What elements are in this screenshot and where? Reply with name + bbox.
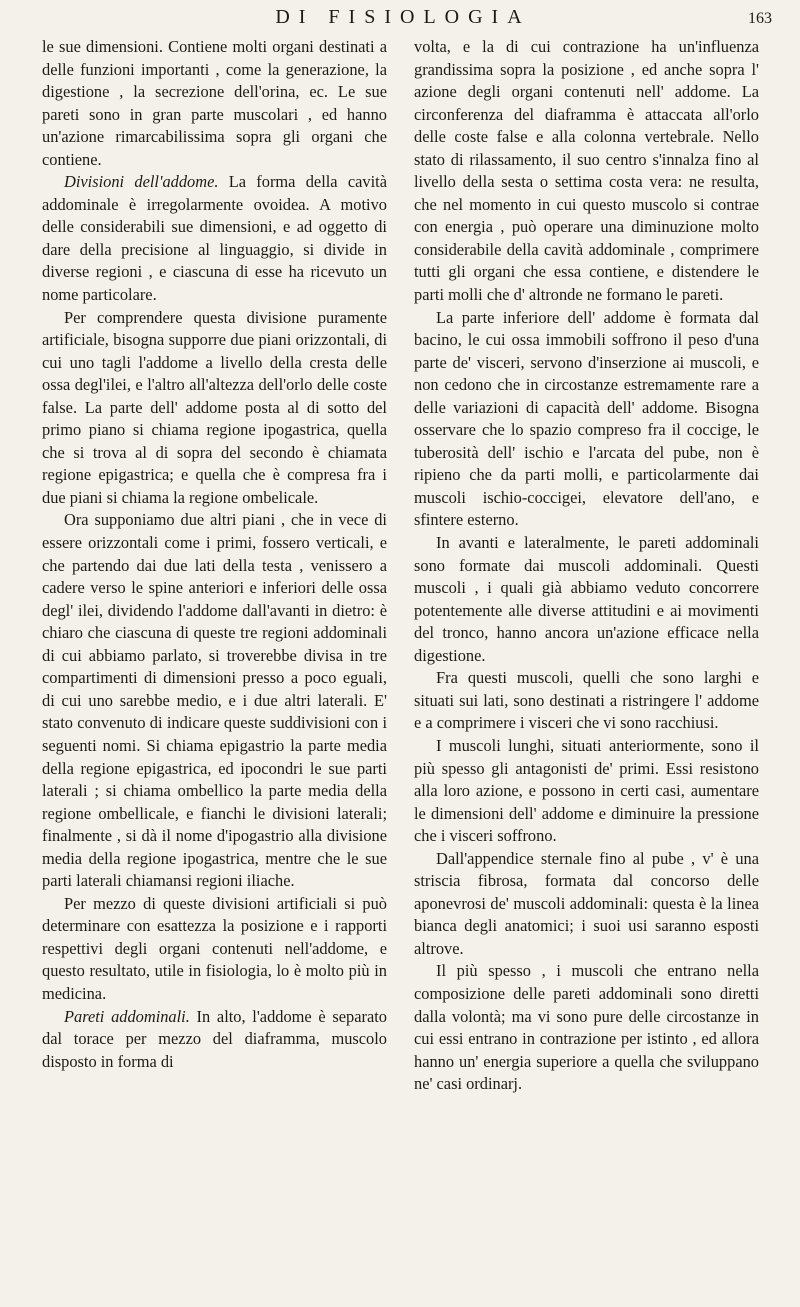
- section-heading: Pareti addominali.: [64, 1006, 190, 1026]
- paragraph-text: Ora supponiamo due altri piani , che in vece di essere orizzontali come i primi, fossero verticali, e che partendo dai due lati della testa , venissero a cadere verso le spine anteriori e inferiori delle ossa degl' ilei, dividendo l'addome dall'avanti in dietro: è chiaro che ciascuna di queste tre regioni addominali di cui abbiamo parlato, si troverebbe divisa in tre compartimenti di dimensioni presso a poco eguali, di cui uno sarebbe medio, e i due altri laterali. E' stato convenuto di indicare queste suddivisioni con i seguenti nomi. Si chiama epigastrio la parte media della regione epigastrica, ed ipocondri le sue parti laterali ; si chiama ombellico la parte media della regione ombellicale, e fianchi le divisioni laterali; finalmente , si dà il nome d'ipogastrio alla divisione media della regione ipogastrica, mentre che le sue parti laterali chiamansi regioni iliache.: [42, 510, 387, 891]
- paragraph: [42, 36, 387, 171]
- paragraph-text: Per mezzo di queste divisioni artificiali si può determinare con esattezza la posizione e i rapporti respettivi degli organi contenuti nell'addome, e questo resultato, utile in fisiologia, lo è molto più in medicina.: [42, 893, 387, 1003]
- paragraph-text: le sue dimensioni. Contiene molti organi destinati a delle funzioni importanti , come la generazione, la digestione , la secrezione dell'orina, ec. Le sue pareti sono in gran parte muscolari , ed hanno un'azione rimarcabilissima sopra gli organi che contiene.: [42, 37, 387, 169]
- paragraph: [42, 893, 387, 1006]
- page-number: 163: [748, 10, 772, 27]
- paragraph-text: In alto, l'addome è separato dal torace per mezzo del diaframma, muscolo disposto in forma di: [42, 1006, 387, 1071]
- paragraph: [42, 171, 387, 306]
- paragraph: [42, 1006, 387, 1074]
- paragraph-text: La parte inferiore dell' addome è formata dal bacino, le cui ossa immobili soffrono il peso d'una parte de' visceri, servono d'inserzione ai muscoli, e non cedono che in circostanze estremamente rare a delle variazioni di capacità dell' addome. Bisogna osservare che lo spazio compreso fra il coccige, le tuberosità dell' ischio e l'arcata del pube, non è ripieno che da parti molli, e particolarmente dai muscoli ischio-coccigei, elevatore dell'ano, e sfintere esterno.: [414, 307, 759, 530]
- paragraph: [42, 307, 387, 510]
- paragraph-text: Dall'appendice sternale fino al pube , v' è una striscia fibrosa, formata dal concorso delle aponevrosi de' muscoli addominali: questa è la linea bianca degli anatomici; i suoi usi saranno esposti altrove.: [414, 848, 759, 958]
- paragraph: [414, 848, 759, 961]
- paragraph-text: La forma della cavità addominale è irregolarmente ovoidea. A motivo delle considerabili sue dimensioni, e ad oggetto di dare della precisione al linguaggio, si divide in diverse regioni , e ciascuna di esse ha ricevuto un nome particolare.: [42, 172, 387, 305]
- paragraph: [414, 667, 759, 735]
- paragraph-text: volta, e la di cui contrazione ha un'influenza grandissima sopra la posizione , ed anche sopra l' azione degli organi contenuti nell' addome. La circonferenza del diaframma è attaccata all'orlo delle coste false e alla colonna vertebrale. Nello stato di rilassamento, il suo centro s'innalza fino al livello della sesta o settima costa vera: ne resulta, che nel momento in cui questo muscolo si contrae con energia , può operare una diminuzione molto considerabile della cavità addominale , comprimere tutti gli organi che essa contiene, e distendere le parti molli che d' altronde ne formano le pareti.: [414, 37, 759, 305]
- paragraph-text: Il più spesso , i muscoli che entrano nella composizione delle pareti addominali sono diretti dalla volontà; ma vi sono pure delle circostanze in cui essi entrano in contrazione per istinto , ed allora hanno un' energia superiore a quella che sviluppano ne' casi ordinarj.: [414, 961, 759, 1094]
- paragraph: [414, 735, 759, 848]
- paragraph: [414, 307, 759, 532]
- header-left-text: DI FISI: [275, 6, 400, 28]
- paragraph-text: Fra questi muscoli, quelli che sono larghi e situati sui lati, sono destinati a ristringere l' addome e a comprimere i visceri che vi sono racchiusi.: [414, 668, 759, 733]
- section-heading: Divisioni dell'addome.: [64, 172, 219, 192]
- right-column: [414, 36, 759, 1096]
- header-right-text: OLOGIA: [400, 6, 531, 28]
- paragraph: [414, 532, 759, 667]
- paragraph-text: Per comprendere questa divisione puramente artificiale, bisogna supporre due piani orizzontali, di cui uno tagli l'addome a livello della cresta delle ossa degl'ilei, e l'altro all'altezza dell'orlo delle coste false. La parte dell' addome posta al di sotto del primo piano si chiama regione ipogastrica, quella che si trova al di sopra del secondo è chiamata regione epigastrica; e quella che è compresa fra i due piani si chiama la regione ombelicale.: [42, 307, 387, 507]
- left-column: [42, 36, 387, 1073]
- running-header: [0, 4, 800, 34]
- paragraph: [414, 36, 759, 307]
- paragraph-text: I muscoli lunghi, situati anteriormente, sono il più spesso gli antagonisti de' primi. Essi resistono alla loro azione, e possono in certi casi, aumentare le dimensioni dell' addome e diminuire la pressione che i visceri soffrono.: [414, 735, 759, 846]
- paragraph: [42, 509, 387, 892]
- paragraph-text: In avanti e lateralmente, le pareti addominali sono formate dai muscoli addominali. Questi muscoli , i quali già abbiamo veduto concorrere potentemente alle diverse attitudini e ai movimenti del tronco, hanno ancora un'azione efficace nella digestione.: [414, 533, 759, 665]
- paragraph: [414, 960, 759, 1095]
